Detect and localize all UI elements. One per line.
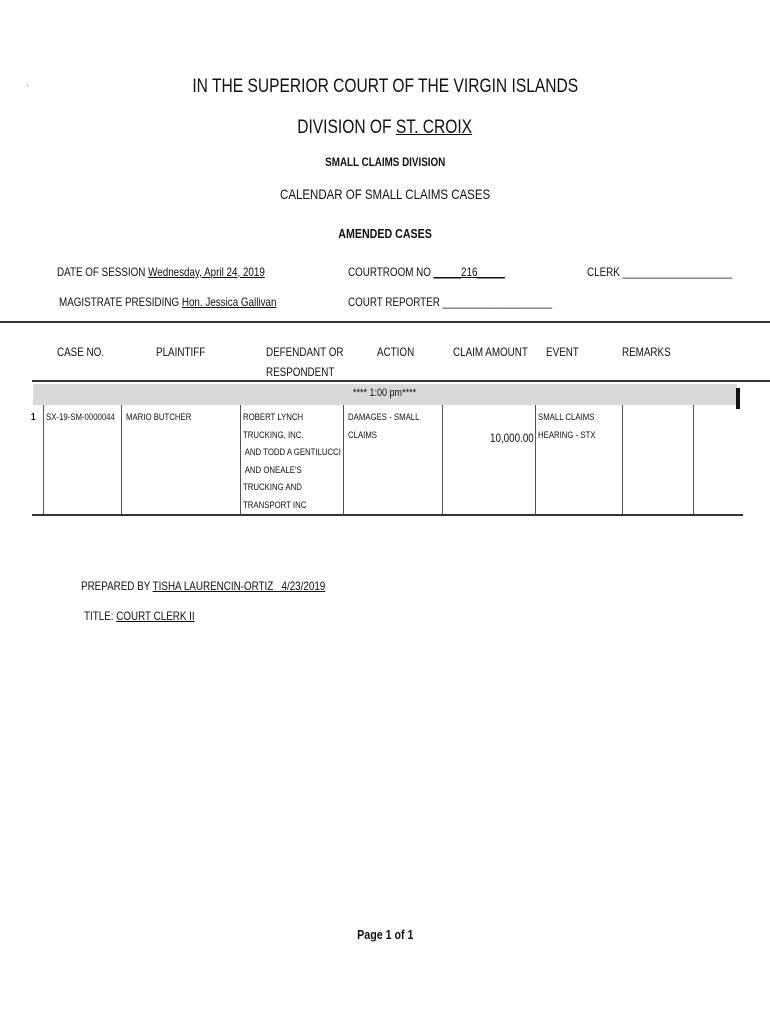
header-defendant: DEFENDANT OR: [266, 345, 344, 359]
col-line: [693, 405, 694, 515]
calendar-title: [0, 186, 770, 202]
clerk-label: CLERK: [587, 265, 623, 279]
col-line: [240, 405, 241, 515]
amended-text: AMENDED CASES: [338, 226, 432, 241]
time-banner-text: **** 1:00 pm****: [353, 387, 417, 399]
amended-title: [0, 226, 770, 241]
time-banner-label: [0, 387, 770, 399]
division-name: ST. CROIX: [396, 117, 473, 138]
event-line: HEARING - STX: [538, 429, 596, 441]
row-number: 1: [31, 412, 36, 423]
page-number-text: Page 1 of 1: [356, 927, 414, 942]
reporter-value: ____________________: [442, 295, 553, 309]
session-date: [57, 265, 265, 279]
action-line: CLAIMS: [348, 429, 378, 441]
row-plaintiff: MARIO BUTCHER: [126, 412, 192, 423]
courtroom: [348, 265, 505, 279]
col-line: [43, 405, 44, 515]
header-event: EVENT: [546, 345, 579, 359]
row-case-no: SX-19-SM-0000044: [46, 412, 115, 423]
calendar-title-text: CALENDAR OF SMALL CLAIMS CASES: [279, 186, 491, 202]
page-number: [0, 927, 770, 942]
magistrate-label: MAGISTRATE PRESIDING: [59, 295, 182, 309]
header-claim-amount: CLAIM AMOUNT: [453, 345, 528, 359]
courtroom-value: _____216_____: [433, 265, 505, 279]
col-line: [442, 405, 443, 515]
edge-mark: ': [27, 85, 29, 91]
header-action: ACTION: [377, 345, 415, 359]
header-bottom-rule: [32, 380, 770, 382]
session-date-label: DATE OF SESSION: [57, 265, 149, 279]
defendant-line: TRUCKING, INC.: [243, 429, 304, 441]
court-title-text: IN THE SUPERIOR COURT OF THE VIRGIN ISLANDS: [192, 76, 578, 97]
subdivision-text: SMALL CLAIMS DIVISION: [324, 155, 446, 169]
title-value: COURT CLERK II: [116, 609, 195, 623]
courtroom-label: COURTROOM NO: [348, 265, 434, 279]
header-remarks: REMARKS: [622, 345, 671, 359]
col-line: [121, 405, 122, 515]
defendant-line: AND TODD A GENTILUCCI: [243, 447, 341, 458]
prepared-title: [84, 609, 195, 623]
magistrate-value: Hon. Jessica Gallivan: [181, 295, 277, 309]
col-line: [622, 405, 623, 515]
event-line: SMALL CLAIMS: [538, 412, 595, 423]
prepared-value: TISHA LAURENCIN-ORTIZ 4/23/2019: [152, 579, 326, 593]
col-line: [535, 405, 536, 515]
header-respondent: RESPONDENT: [266, 365, 335, 379]
header-plaintiff: PLAINTIFF: [156, 345, 206, 359]
clerk-value: ____________________: [622, 265, 733, 279]
table-top-rule: [0, 321, 770, 323]
defendant-line: ROBERT LYNCH: [243, 412, 304, 423]
prepared-label: PREPARED BY: [81, 579, 153, 593]
row-defendant: [243, 409, 341, 514]
court-title: [0, 76, 770, 98]
subdivision-title: [0, 155, 770, 169]
magistrate: [59, 295, 276, 309]
clerk: [587, 265, 732, 279]
row-action: [348, 409, 438, 444]
row-event: [538, 409, 620, 444]
court-reporter: [348, 295, 552, 309]
header-case-no: CASE NO.: [57, 345, 105, 359]
row-claim-amount: 10,000.00: [490, 431, 534, 445]
defendant-line: TRANSPORT INC: [243, 499, 307, 511]
division-title: [0, 117, 770, 139]
defendant-line: AND ONEALE'S: [243, 464, 302, 476]
col-line: [343, 405, 344, 515]
defendant-line: TRUCKING AND: [243, 482, 302, 493]
division-prefix: DIVISION OF: [297, 117, 397, 138]
title-label: TITLE:: [84, 609, 117, 623]
prepared-by: [81, 579, 325, 593]
session-date-value: Wednesday, April 24, 2019: [148, 265, 265, 279]
action-line: DAMAGES - SMALL: [348, 412, 420, 423]
row-bottom-rule: [32, 514, 743, 516]
reporter-label: COURT REPORTER: [348, 295, 443, 309]
